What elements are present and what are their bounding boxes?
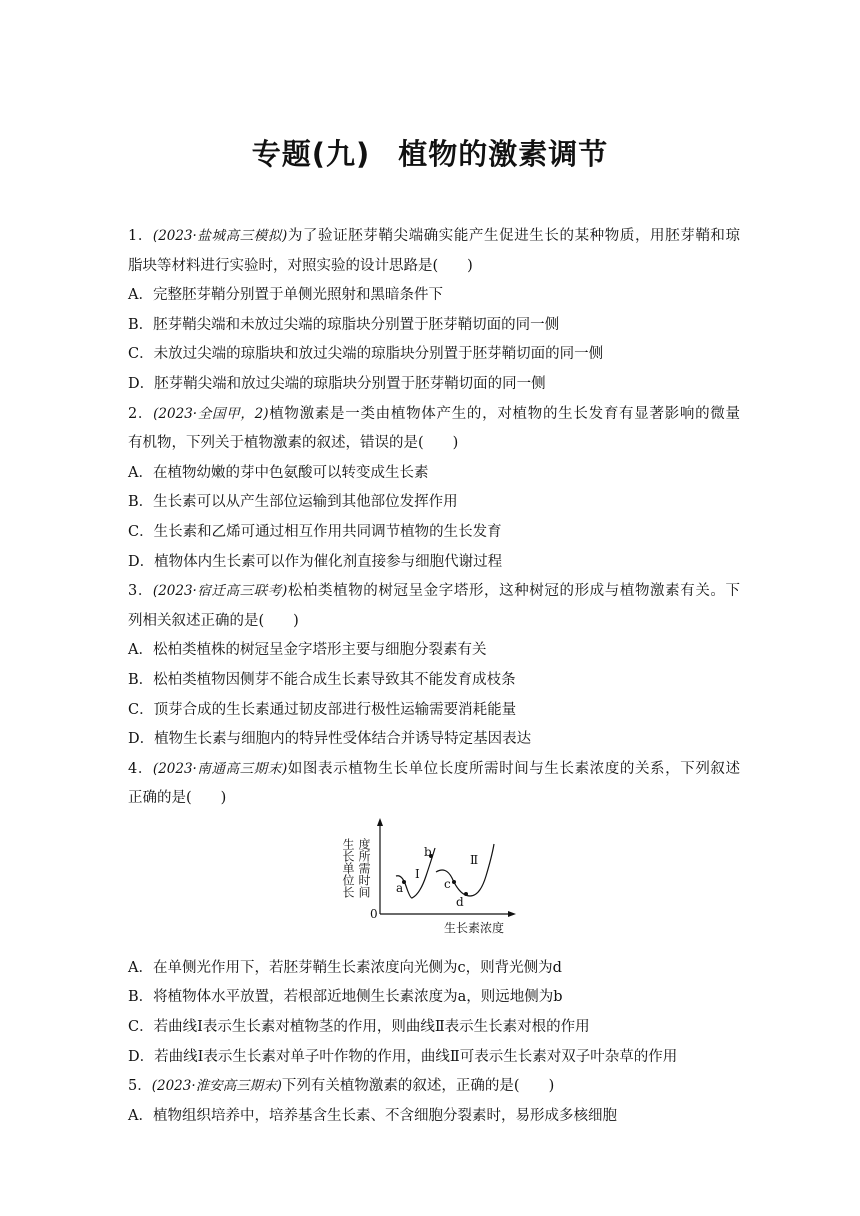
curve-1-label: Ⅰ: [415, 866, 420, 881]
curve-2-label: Ⅱ: [470, 852, 479, 867]
option-d: D．植物生长素与细胞内的特异性受体结合并诱导特定基因表达: [128, 731, 532, 748]
point-c-label: c: [444, 876, 451, 891]
option-c: C．若曲线Ⅰ表示生长素对植物茎的作用，则曲线Ⅱ表示生长素对根的作用: [128, 1019, 590, 1036]
option-c: C．未放过尖端的琼脂块和放过尖端的琼脂块分别置于胚芽鞘切面的同一侧: [128, 346, 604, 363]
question-stem: 2．(2023·全国甲，2)植物激素是一类由植物体产生的，对植物的生长发育有显著影响的微量: [128, 405, 740, 422]
auxin-curve-diagram: [340, 816, 520, 948]
point-d-label: d: [456, 894, 464, 909]
x-axis-arrow: [508, 911, 516, 917]
auxin-figure: [128, 814, 740, 954]
question-3: [128, 577, 740, 755]
y-axis-label-1: 生长单位长: [341, 837, 355, 898]
option-a: A．植物组织培养中，培养基含生长素、不含细胞分裂素时，易形成多核细胞: [128, 1107, 617, 1124]
option-d: D．胚芽鞘尖端和放过尖端的琼脂块分别置于胚芽鞘切面的同一侧: [128, 375, 546, 392]
point-b-label: b: [424, 844, 432, 859]
y-axis-label-2: 度所需时间: [357, 837, 371, 898]
option-b: B．生长素可以从产生部位运输到其他部位发挥作用: [128, 494, 458, 511]
question-stem-cont: 有机物，下列关于植物激素的叙述，错误的是( ): [128, 435, 459, 452]
question-2: [128, 400, 740, 578]
question-4: [128, 755, 740, 1073]
page-title: [0, 132, 860, 173]
option-b: B．松柏类植物因侧芽不能合成生长素导致其不能发育成枝条: [128, 671, 516, 688]
question-stem-cont: 脂块等材料进行实验时，对照实验的设计思路是( ): [128, 257, 473, 274]
point-c: [452, 880, 456, 884]
option-c: C．生长素和乙烯可通过相互作用共同调节植物的生长发育: [128, 523, 502, 540]
question-source: (2023·全国甲，2): [153, 405, 269, 422]
question-stem: 3．(2023·宿迁高三联考)松柏类植物的树冠呈金字塔形，这种树冠的形成与植物激素有关。下: [128, 583, 740, 600]
question-source: (2023·盐城高三模拟): [152, 228, 288, 244]
question-stem: 4．(2023·南通高三期末)如图表示植物生长单位长度所需时间与生长素浓度的关系，下列叙述: [128, 760, 740, 777]
point-a-label: a: [396, 880, 404, 895]
option-a: A．完整胚芽鞘分别置于单侧光照射和黑暗条件下: [128, 287, 443, 304]
option-a: A．在单侧光作用下，若胚芽鞘生长素浓度向光侧为c，则背光侧为d: [128, 959, 562, 976]
point-d: [464, 892, 468, 896]
option-a: A．在植物幼嫩的芽中色氨酸可以转变成生长素: [128, 464, 429, 481]
title-topic-number: 专题(九): [251, 137, 371, 171]
question-stem: 1．(2023·盐城高三模拟)为了验证胚芽鞘尖端确实能产生促进生长的某种物质，用胚芽鞘和琼: [128, 228, 740, 244]
question-list: [128, 222, 740, 1131]
option-d: D．若曲线Ⅰ表示生长素对单子叶作物的作用，曲线Ⅱ可表示生长素对双子叶杂草的作用: [128, 1048, 678, 1065]
option-d: D．植物体内生长素可以作为催化剂直接参与细胞代谢过程: [128, 553, 503, 570]
option-b: B．胚芽鞘尖端和未放过尖端的琼脂块分别置于胚芽鞘切面的同一侧: [128, 316, 560, 333]
question-1: [128, 222, 740, 400]
question-source: (2023·南通高三期末): [152, 760, 288, 777]
question-5: [128, 1072, 740, 1131]
option-a: A．松柏类植株的树冠呈金字塔形主要与细胞分裂素有关: [128, 642, 487, 659]
y-axis-arrow: [377, 818, 383, 826]
x-axis-label: 生长素浓度: [444, 920, 505, 935]
origin-label: 0: [370, 906, 378, 921]
title-topic-name: 植物的激素调节: [398, 137, 609, 171]
question-stem-cont: 列相关叙述正确的是( ): [128, 612, 299, 629]
question-source: (2023·宿迁高三联考): [152, 583, 288, 600]
question-stem-cont: 正确的是( ): [128, 790, 227, 807]
question-source: (2023·淮安高三期末): [151, 1078, 282, 1095]
option-b: B．将植物体水平放置，若根部近地侧生长素浓度为a，则远地侧为b: [128, 989, 563, 1006]
option-c: C．顶芽合成的生长素通过韧皮部进行极性运输需要消耗能量: [128, 701, 517, 718]
question-stem: 5．(2023·淮安高三期末)下列有关植物激素的叙述，正确的是( ): [128, 1078, 555, 1095]
